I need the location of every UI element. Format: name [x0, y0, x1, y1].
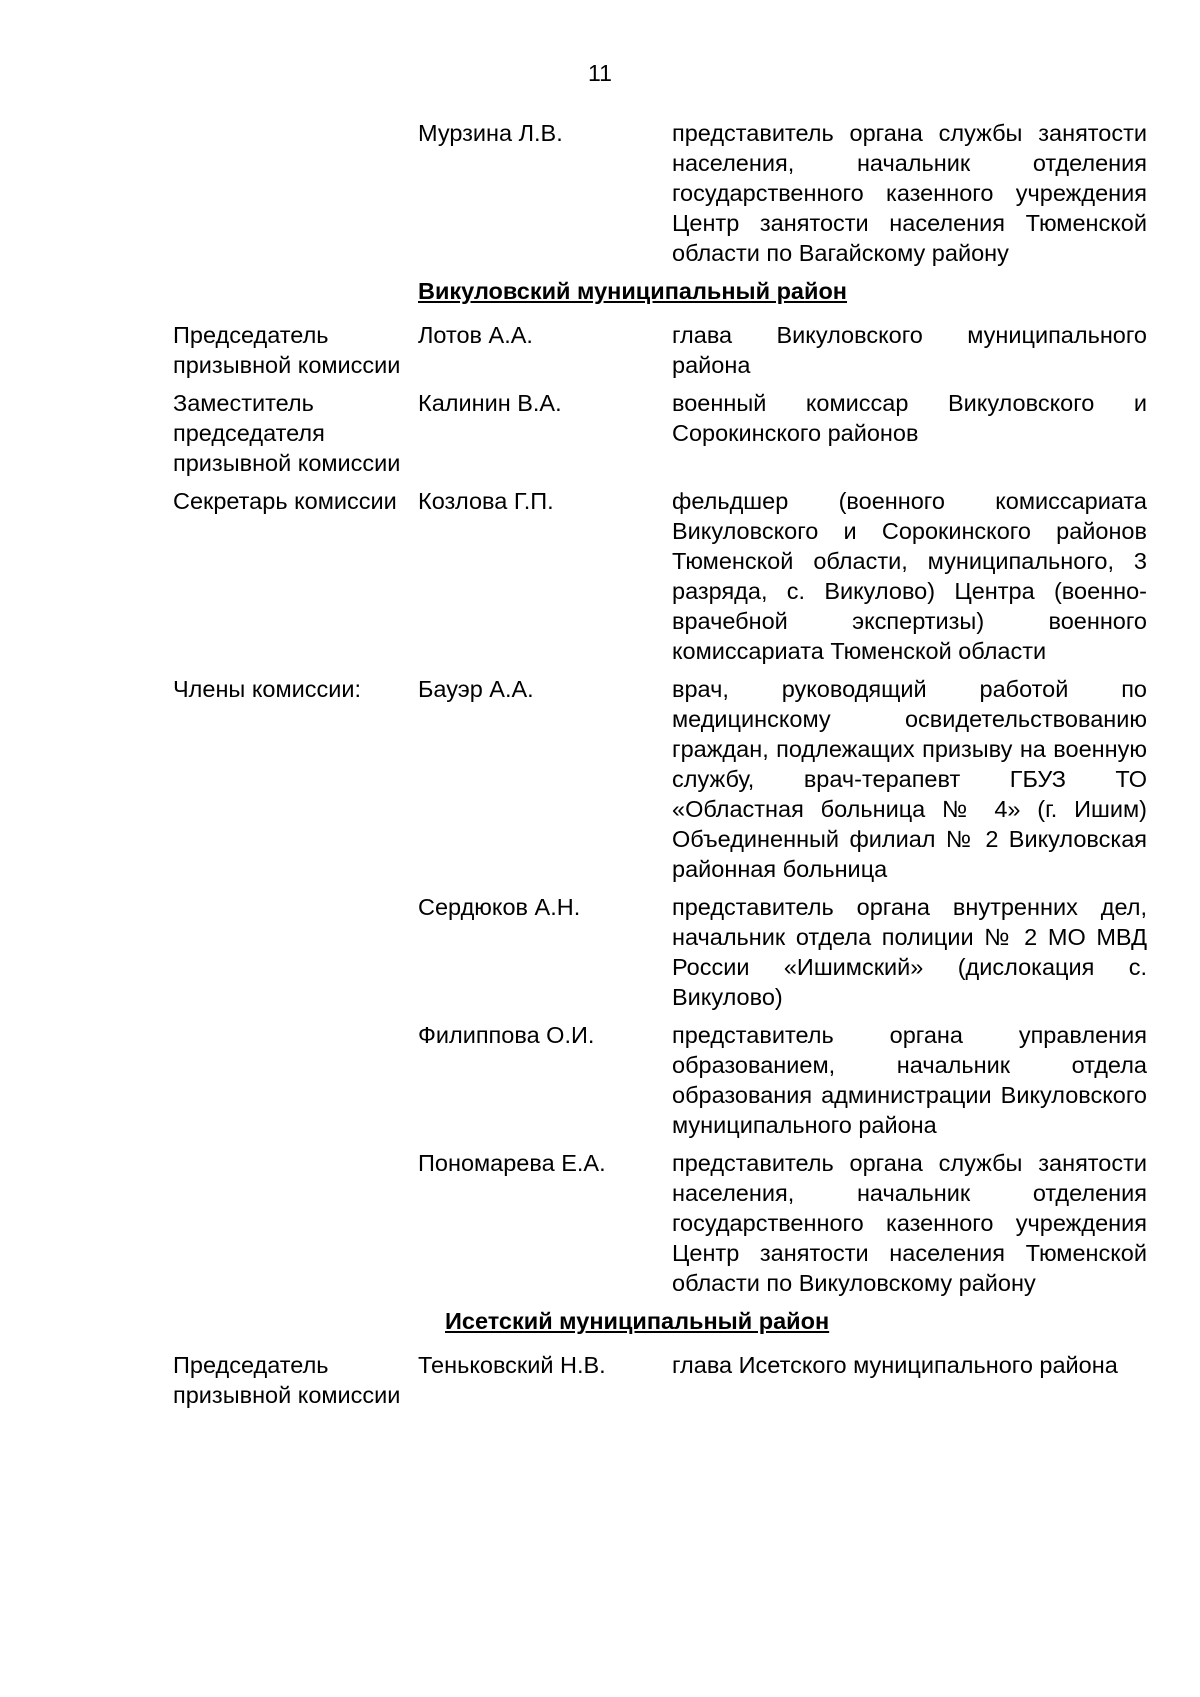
role-cell	[173, 1148, 418, 1298]
member-row	[173, 388, 1147, 478]
description-cell: военный комиссар Викуловского и Сорокинского районов	[672, 390, 1147, 446]
name-cell: Лотов А.А.	[418, 322, 533, 348]
page-number: 11	[588, 60, 612, 86]
description-cell: представитель органа службы занятости населения, начальник отделения государственного казенного учреждения Центр занятости населения Тюменской области по Вагайскому району	[672, 120, 1147, 266]
member-row	[173, 1020, 1147, 1140]
member-row	[173, 118, 1147, 268]
description-cell: врач, руководящий работой по медицинскому освидетельствованию граждан, подлежащих призыву на военную службу, врач-терапевт ГБУЗ ТО «Областная больница № 4» (г. Ишим) Объединенный филиал № 2 Викуловская районная больница	[672, 676, 1147, 882]
name-cell: Филиппова О.И.	[418, 1022, 595, 1048]
role-cell: Председатель призывной комиссии	[173, 322, 401, 378]
description-cell: глава Исетского муниципального района	[672, 1352, 1118, 1378]
description-cell: представитель органа внутренних дел, начальник отдела полиции № 2 МО МВД России «Ишимский» (дислокация с. Викулово)	[672, 894, 1147, 1010]
name-cell: Козлова Г.П.	[418, 488, 554, 514]
name-cell: Сердюков А.Н.	[418, 894, 581, 920]
role-cell	[173, 1020, 418, 1140]
name-cell: Пономарева Е.А.	[418, 1150, 606, 1176]
section-title-isetsky: Исетский муниципальный район	[445, 1308, 830, 1334]
member-row	[173, 486, 1147, 666]
role-cell: Председатель призывной комиссии	[173, 1352, 401, 1408]
name-cell: Бауэр А.А.	[418, 676, 534, 702]
role-cell	[173, 892, 418, 1012]
description-cell: фельдшер (военного комиссариата Викуловского и Сорокинского районов Тюменской области, муниципального, 3 разряда, с. Викулово) Центра (военно-врачебной экспертизы) военного комиссариата Тюменской области	[672, 488, 1147, 664]
role-cell: Члены комиссии:	[173, 676, 362, 702]
member-row	[173, 1350, 1147, 1410]
section-title-vikulovsky: Викуловский муниципальный район	[418, 278, 848, 304]
member-row	[173, 1148, 1147, 1298]
member-row	[173, 892, 1147, 1012]
description-cell: представитель органа управления образованием, начальник отдела образования администрации Викуловского муниципального района	[672, 1022, 1147, 1138]
role-cell	[173, 118, 418, 268]
description-cell: глава Викуловского муниципального района	[672, 322, 1147, 378]
member-row	[173, 674, 1147, 884]
name-cell: Теньковский Н.В.	[418, 1352, 606, 1378]
role-cell: Секретарь комиссии	[173, 488, 397, 514]
member-row	[173, 320, 1147, 380]
description-cell: представитель органа службы занятости населения, начальник отделения государственного казенного учреждения Центр занятости населения Тюменской области по Викуловскому району	[672, 1150, 1147, 1296]
name-cell: Калинин В.А.	[418, 390, 562, 416]
name-cell: Мурзина Л.В.	[418, 120, 563, 146]
role-cell: Заместитель председателя призывной комиссии	[173, 390, 401, 476]
document-content	[173, 118, 1147, 1418]
